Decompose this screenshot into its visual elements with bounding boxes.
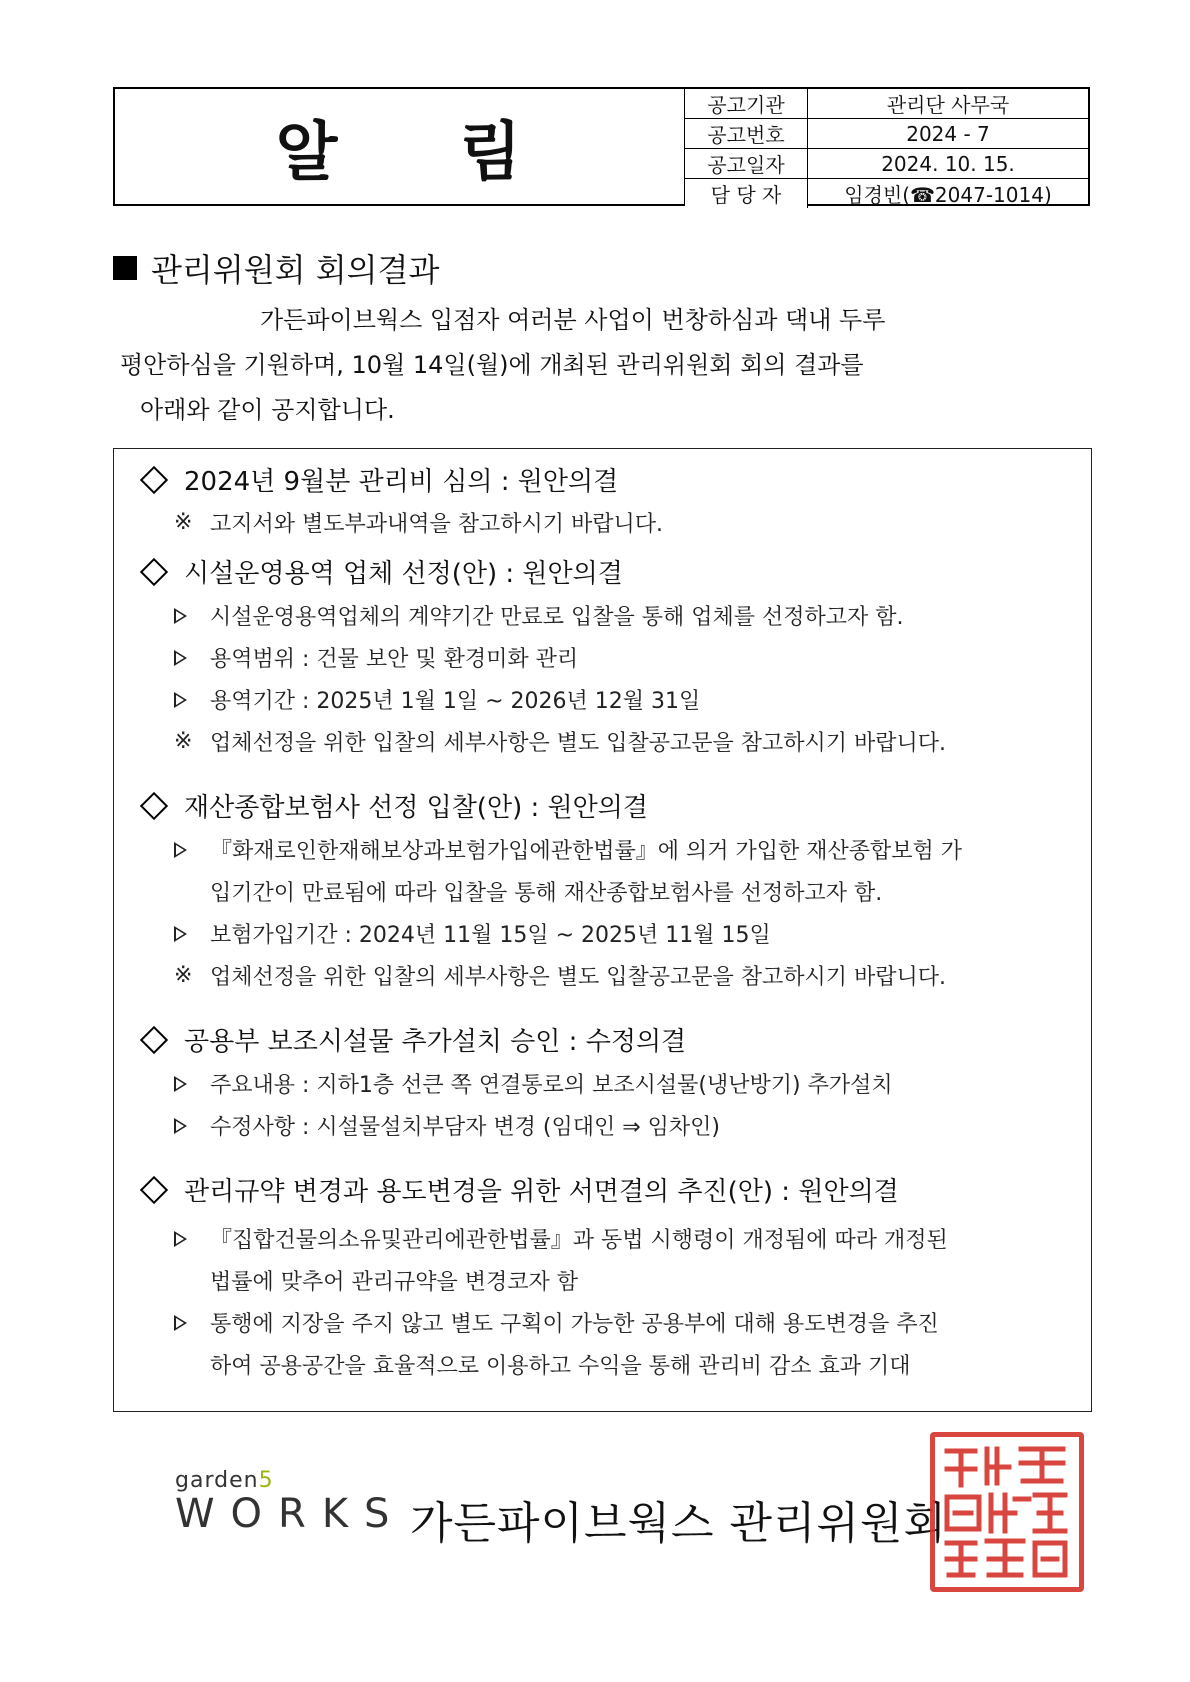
detail-text: 『화재로인한재해보상과보험가입에관한법률』에 의거 가입한 재산종합보험 가: [210, 839, 963, 864]
agenda-item-title: [140, 1021, 686, 1058]
meta-label: 공고일자: [685, 149, 808, 178]
issuer-name: 가든파이브웍스 관리위원회: [410, 1498, 948, 1549]
agenda-detail-line: [174, 1307, 939, 1338]
triangle-bullet-icon: [174, 1118, 187, 1134]
agenda-item-title: [140, 553, 623, 590]
triangle-bullet-icon: [174, 1231, 187, 1247]
agenda-title-text: 재산종합보험사 선정 입찰(안) : 원안의결: [184, 793, 648, 823]
notice-title: [115, 89, 685, 204]
agenda-title-text: 관리규약 변경과 용도변경을 위한 서면결의 추진(안) : 원안의결: [184, 1177, 899, 1207]
triangle-bullet-icon: [174, 842, 187, 858]
meta-label: 담 당 자: [685, 179, 808, 208]
detail-text: 『집합건물의소유및관리에관한법률』과 동법 시행령이 개정됨에 따라 개정된: [210, 1228, 948, 1253]
garden5-works-logo: [175, 1468, 405, 1537]
notice-meta-table: [685, 89, 1088, 207]
section-heading: [113, 245, 439, 291]
notice-header: [113, 87, 1090, 206]
triangle-bullet-icon: [174, 650, 187, 666]
detail-text: 고지서와 별도부과내역을 참고하시기 바랍니다.: [210, 512, 664, 537]
agenda-detail-line: [210, 876, 882, 907]
section-heading-text: 관리위원회 회의결과: [151, 251, 440, 289]
detail-text: 시설운영용역업체의 계약기간 만료로 입찰을 통해 업체를 선정하고자 함.: [210, 605, 904, 630]
meta-label: 공고번호: [685, 119, 808, 148]
logo-top: garden5: [175, 1468, 274, 1493]
agenda-detail-line: [210, 1265, 578, 1296]
triangle-bullet-icon: [174, 1315, 187, 1331]
detail-text: 보험가입기간 : 2024년 11월 15일 ~ 2025년 11월 15일: [210, 923, 771, 948]
triangle-bullet-icon: [174, 608, 187, 624]
agenda-detail-line: [174, 600, 904, 631]
official-seal-stamp: [930, 1432, 1084, 1592]
diamond-bullet-icon: [140, 465, 168, 493]
agenda-detail-line: [174, 960, 946, 991]
triangle-bullet-icon: [174, 926, 187, 942]
reference-mark-icon: ※: [174, 729, 193, 754]
title-left: 알: [275, 115, 340, 190]
detail-text: 입기간이 만료됨에 따라 입찰을 통해 재산종합보험사를 선정하고자 함.: [210, 881, 883, 906]
agenda-detail-line: [174, 834, 962, 865]
detail-text: 주요내용 : 지하1층 선큰 쪽 연결통로의 보조시설물(냉난방기) 추가설치: [210, 1073, 893, 1098]
diamond-bullet-icon: [140, 557, 168, 585]
meta-value: 2024. 10. 15.: [881, 151, 1015, 176]
intro-line: 평안하심을 기원하며, 10월 14일(월)에 개최된 관리위원회 회의 결과를: [120, 351, 864, 379]
agenda-detail-line: [174, 1110, 720, 1141]
diamond-bullet-icon: [140, 1175, 168, 1203]
detail-text: 업체선정을 위한 입찰의 세부사항은 별도 입찰공고문을 참고하시기 바랍니다.: [210, 731, 947, 756]
agenda-item-title: [140, 461, 618, 498]
meta-row-date: [685, 149, 1088, 179]
detail-text: 용역범위 : 건물 보안 및 환경미화 관리: [210, 647, 579, 672]
agenda-detail-line: [174, 642, 578, 673]
meta-value: 2024 - 7: [906, 121, 990, 146]
results-box: [113, 448, 1092, 1412]
reference-mark-icon: ※: [174, 510, 193, 535]
title-right: 림: [459, 115, 524, 190]
agenda-detail-line: [174, 507, 663, 538]
agenda-title-text: 2024년 9월분 관리비 심의 : 원안의결: [184, 467, 619, 497]
agenda-detail-line: [174, 726, 946, 757]
meta-row-agency: [685, 89, 1088, 119]
meta-row-contact: [685, 179, 1088, 208]
agenda-detail-line: [174, 918, 771, 949]
triangle-bullet-icon: [174, 1076, 187, 1092]
logo-bottom: WORKS: [175, 1491, 406, 1537]
seal-graphic: [935, 1437, 1079, 1587]
meta-value: 관리단 사무국: [886, 93, 1010, 117]
agenda-title-text: 공용부 보조시설물 추가설치 승인 : 수정의결: [184, 1027, 687, 1057]
meta-label: 공고기관: [685, 89, 808, 118]
detail-text: 하여 공용공간을 효율적으로 이용하고 수익을 통해 관리비 감소 효과 기대: [210, 1354, 911, 1379]
intro-line: 가든파이브웍스 입점자 여러분 사업이 번창하심과 댁내 두루: [260, 306, 886, 334]
detail-text: 업체선정을 위한 입찰의 세부사항은 별도 입찰공고문을 참고하시기 바랍니다.: [210, 965, 947, 990]
intro-line: 아래와 같이 공지합니다.: [140, 396, 395, 424]
meta-row-number: [685, 119, 1088, 149]
detail-text: 법률에 맞추어 관리규약을 변경코자 함: [210, 1270, 579, 1295]
detail-text: 통행에 지장을 주지 않고 별도 구획이 가능한 공용부에 대해 용도변경을 추진: [210, 1312, 939, 1337]
agenda-detail-line: [174, 1068, 893, 1099]
diamond-bullet-icon: [140, 791, 168, 819]
diamond-bullet-icon: [140, 1025, 168, 1053]
reference-mark-icon: ※: [174, 963, 193, 988]
agenda-detail-line: [174, 1223, 948, 1254]
agenda-detail-line: [174, 684, 700, 715]
detail-text: 수정사항 : 시설물설치부담자 변경 (임대인 ⇒ 임차인): [210, 1115, 721, 1140]
detail-text: 용역기간 : 2025년 1월 1일 ~ 2026년 12월 31일: [210, 689, 701, 714]
intro-paragraph: [120, 298, 1080, 433]
agenda-detail-line: [210, 1349, 911, 1380]
black-square-icon: [113, 256, 137, 280]
agenda-item-title: [140, 1171, 899, 1208]
meta-value: 임경빈(☎2047-1014): [844, 183, 1052, 207]
triangle-bullet-icon: [174, 692, 187, 708]
agenda-title-text: 시설운영용역 업체 선정(안) : 원안의결: [184, 559, 623, 589]
agenda-item-title: [140, 787, 648, 824]
